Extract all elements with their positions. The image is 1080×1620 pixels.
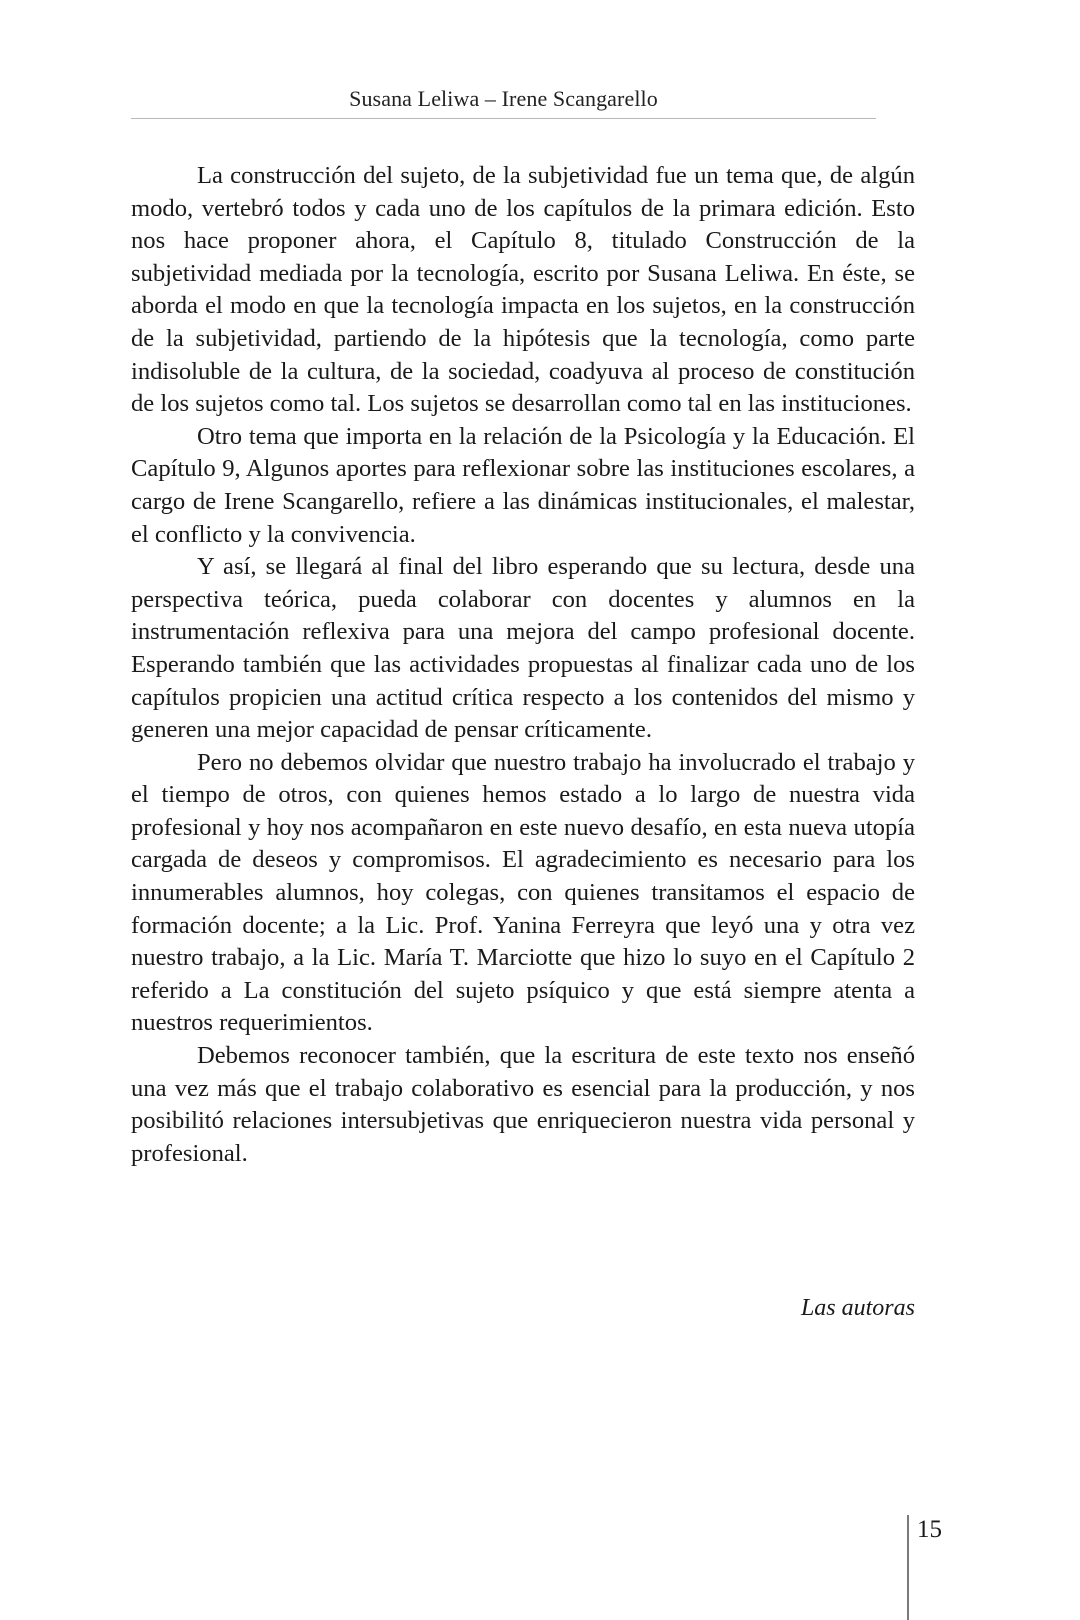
- signature: Las autoras: [800, 1295, 915, 1321]
- page-number-rule: [907, 1515, 909, 1620]
- page-number: 15: [917, 1516, 942, 1543]
- header-rule: [131, 118, 876, 119]
- body-text: [131, 160, 915, 1170]
- paragraph: La construcción del sujeto, de la subjetividad fue un tema que, de algún modo, vertebró todos y cada uno de los capítulos de la primara edición. Esto nos hace proponer ahora, el Capítulo 8, titulado Construcción de la subjetividad mediada por la tecnología, escrito por Susana Leliwa. En éste, se aborda el modo en que la tecnología impacta en los sujetos, en la construcción de la subjetividad, partiendo de la hipótesis que la tecnología, como parte indisoluble de la cultura, de la sociedad, coadyuva al proceso de constitución de los sujetos como tal. Los sujetos se desarrollan como tal en las instituciones.: [131, 162, 915, 418]
- paragraph: Pero no debemos olvidar que nuestro trabajo ha involucrado el trabajo y el tiempo de otros, con quienes hemos estado a lo largo de nuestra vida profesional y hoy nos acompañaron en este nuevo desafío, en esta nueva utopía cargada de deseos y compromisos. El agradecimiento es necesario para los innumerables alumnos, hoy colegas, con quienes transitamos el espacio de formación docente; a la Lic. Prof. Yanina Ferreyra que leyó una y otra vez nuestro trabajo, a la Lic. María T. Marciotte que hizo lo suyo en el Capítulo 2 referido a La constitución del sujeto psíquico y que está siempre atenta a nuestros requerimientos.: [131, 748, 915, 1037]
- paragraph: Debemos reconocer también, que la escritura de este texto nos enseñó una vez más que el trabajo colaborativo es esencial para la producción, y nos posibilitó relaciones intersubjetivas que enriquecieron nuestra vida personal y profesional.: [131, 1042, 915, 1167]
- paragraph: Y así, se llegará al final del libro esperando que su lectura, desde una perspectiva teórica, pueda colaborar con docentes y alumnos en la instrumentación reflexiva para una mejora del campo profesional docente. Esperando también que las actividades propuestas al finalizar cada uno de los capítulos propicien una actitud crítica respecto a los contenidos del mismo y generen una mejor capacidad de pensar críticamente.: [131, 553, 915, 744]
- paragraph: Otro tema que importa en la relación de la Psicología y la Educación. El Capítulo 9, Algunos aportes para reflexionar sobre las instituciones escolares, a cargo de Irene Scangarello, refiere a las dinámicas institucionales, el malestar, el conflicto y la convivencia.: [131, 422, 915, 548]
- running-header: Susana Leliwa – Irene Scangarello: [349, 86, 658, 111]
